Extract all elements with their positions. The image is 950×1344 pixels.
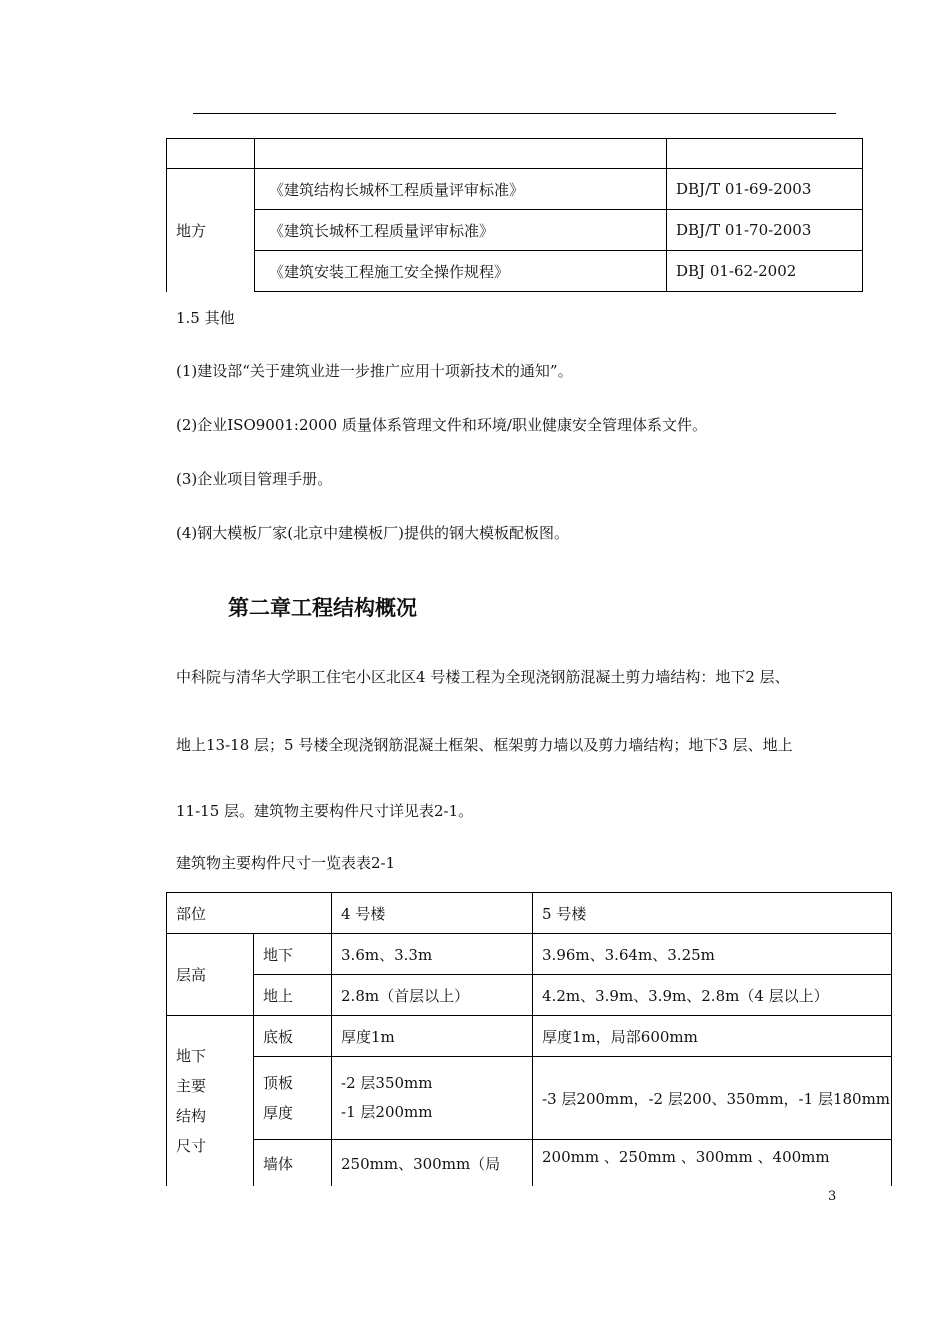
standard-code: DBJ/T 01-70-2003 [667, 210, 863, 251]
underground-struct-label [167, 1016, 254, 1187]
header-building-4: 4 号楼 [332, 893, 533, 934]
list-item: (4)钢大模板厂家(北京中建模板厂)提供的钢大模板配板图。 [176, 524, 569, 542]
table-row [167, 1016, 892, 1057]
group-label: 地方 [167, 169, 255, 292]
roof-label [254, 1057, 332, 1140]
label-line: 厚度 [263, 1104, 294, 1122]
standard-name: 《建筑长城杯工程质量评审标准》 [255, 210, 667, 251]
standards-table [166, 138, 863, 292]
label-line: 尺寸 [176, 1137, 207, 1155]
value-line: -1 层200mm [341, 1103, 433, 1121]
wall-label: 墙体 [254, 1140, 332, 1187]
cell-b5: 200mm 、250mm 、300mm 、400mm [533, 1140, 892, 1187]
list-item: (1)建设部“关于建筑业进一步推广应用十项新技术的通知”。 [176, 362, 573, 380]
page-number: 3 [828, 1189, 837, 1204]
table-row [167, 210, 863, 251]
standard-code: DBJ/T 01-69-2003 [667, 169, 863, 210]
cell-b5: 3.96m、3.64m、3.25m [533, 934, 892, 975]
components-table [166, 892, 892, 1186]
above-label: 地上 [254, 975, 332, 1016]
body-line: 地上13-18 层；5 号楼全现浇钢筋混凝土框架、框架剪力墙以及剪力墙结构；地下3 层、地上 [176, 736, 793, 754]
body-line: 11-15 层。建筑物主要构件尺寸详见表2-1。 [176, 802, 474, 820]
standard-code: DBJ 01-62-2002 [667, 251, 863, 292]
cell-b4: 3.6m、3.3m [332, 934, 533, 975]
table-cell [167, 139, 255, 169]
label-line: 主要 [176, 1077, 207, 1095]
table-cell [667, 139, 863, 169]
value-line: -2 层350mm [341, 1074, 433, 1092]
header-building-5: 5 号楼 [533, 893, 892, 934]
base-label: 底板 [254, 1016, 332, 1057]
cell-b4: 厚度1m [332, 1016, 533, 1057]
cell-b5: -3 层200mm，-2 层200、350mm，-1 层180mm [533, 1057, 892, 1140]
table-row [167, 1140, 892, 1187]
standard-name: 《建筑安装工程施工安全操作规程》 [255, 251, 667, 292]
body-line: 中科院与清华大学职工住宅小区北区4 号楼工程为全现浇钢筋混凝土剪力墙结构：地下2 层、 [176, 668, 790, 686]
header-part: 部位 [167, 893, 332, 934]
floor-height-label: 层高 [167, 934, 254, 1016]
table-row [167, 1057, 892, 1140]
table-row [167, 251, 863, 292]
table-row [167, 934, 892, 975]
header-rule [193, 113, 836, 114]
label-line: 地下 [176, 1047, 207, 1065]
cell-b5: 4.2m、3.9m、3.9m、2.8m（4 层以上） [533, 975, 892, 1016]
underground-label: 地下 [254, 934, 332, 975]
table-row [167, 139, 863, 169]
table-row [167, 893, 892, 934]
cell-b4: 250mm、300mm（局 [332, 1140, 533, 1187]
list-item: (3)企业项目管理手册。 [176, 470, 333, 488]
cell-b4 [332, 1057, 533, 1140]
cell-b5: 厚度1m，局部600mm [533, 1016, 892, 1057]
label-line: 顶板 [263, 1074, 294, 1092]
standard-name: 《建筑结构长城杯工程质量评审标准》 [255, 169, 667, 210]
section-heading: 1.5 其他 [176, 309, 235, 327]
chapter-title: 第二章工程结构概况 [228, 596, 417, 620]
table-cell [255, 139, 667, 169]
table-row [167, 169, 863, 210]
table-caption: 建筑物主要构件尺寸一览表表2-1 [176, 854, 396, 872]
table-row [167, 975, 892, 1016]
list-item: (2)企业ISO9001:2000 质量体系管理文件和环境/职业健康安全管理体系文件。 [176, 416, 707, 434]
cell-b4: 2.8m（首层以上） [332, 975, 533, 1016]
label-line: 结构 [176, 1107, 207, 1125]
